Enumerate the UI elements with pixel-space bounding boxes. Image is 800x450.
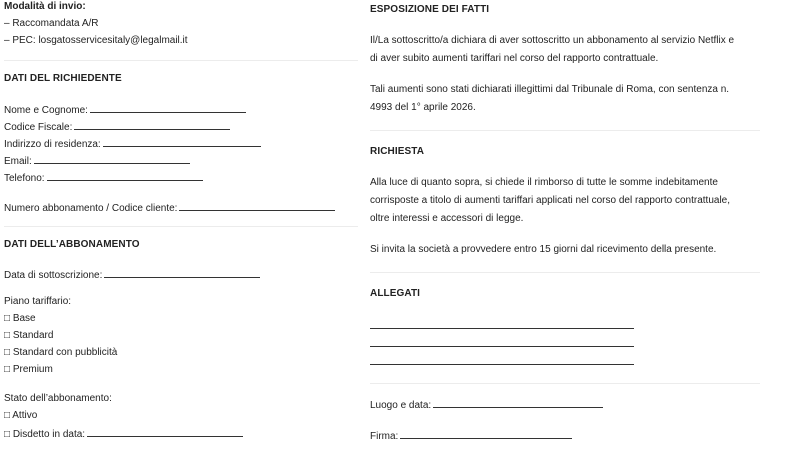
text-line: Si invita la società a provvedere entro 15 giorni dal ricevimento della presente. bbox=[370, 244, 717, 255]
divider bbox=[4, 226, 358, 227]
place-date-field[interactable] bbox=[370, 398, 603, 412]
attachment-line[interactable] bbox=[370, 346, 634, 347]
account-blank[interactable] bbox=[179, 201, 335, 211]
divider bbox=[370, 383, 760, 384]
request-paragraph-1 bbox=[370, 174, 762, 228]
email-label: Email: bbox=[4, 156, 32, 167]
delivery-heading: Modalità di invio: bbox=[4, 1, 86, 12]
plan-option-standard-ads[interactable]: □ Standard con pubblicità bbox=[4, 347, 118, 358]
cancel-date-blank[interactable] bbox=[87, 427, 243, 437]
place-date-blank[interactable] bbox=[433, 398, 603, 408]
text-line: di aver subito aumenti tariffari nel corso del rapporto contrattuale. bbox=[370, 53, 659, 64]
plan-option-standard[interactable]: □ Standard bbox=[4, 330, 54, 341]
status-label: Stato dell’abbonamento: bbox=[4, 393, 112, 404]
text-line: Il/La sottoscritto/a dichiara di aver sottoscritto un abbonamento al servizio Netflix e bbox=[370, 35, 735, 46]
subscription-heading: DATI DELL’ABBONAMENTO bbox=[4, 239, 140, 250]
phone-blank[interactable] bbox=[47, 171, 203, 181]
text-line: Tali aumenti sono stati dichiarati illegittimi dal Tribunale di Roma, con sentenza n. bbox=[370, 84, 730, 95]
plan-option-base[interactable]: □ Base bbox=[4, 313, 36, 324]
subscription-date-blank[interactable] bbox=[104, 268, 260, 278]
name-label: Nome e Cognome: bbox=[4, 105, 88, 116]
place-date-label: Luogo e data: bbox=[370, 400, 432, 411]
account-field[interactable] bbox=[4, 201, 335, 215]
facts-paragraph-1 bbox=[370, 32, 762, 68]
status-option-active[interactable]: □ Attivo bbox=[4, 410, 38, 421]
delivery-item: – Raccomandata A/R bbox=[4, 18, 99, 29]
address-blank[interactable] bbox=[103, 137, 261, 147]
divider bbox=[4, 60, 358, 61]
subscription-date-field[interactable] bbox=[4, 268, 260, 282]
subscription-date-label: Data di sottoscrizione: bbox=[4, 270, 103, 281]
address-field[interactable] bbox=[4, 137, 261, 151]
attachments-heading: ALLEGATI bbox=[370, 288, 421, 299]
facts-heading: ESPOSIZIONE DEI FATTI bbox=[370, 4, 490, 15]
phone-label: Telefono: bbox=[4, 173, 45, 184]
email-field[interactable] bbox=[4, 154, 190, 168]
text-line: 4993 del 1° aprile 2026. bbox=[370, 102, 476, 113]
requester-heading: DATI DEL RICHIEDENTE bbox=[4, 73, 122, 84]
divider bbox=[370, 272, 760, 273]
status-cancelled-label: □ Disdetto in data: bbox=[4, 429, 86, 440]
text-line: oltre interessi e accessori di legge. bbox=[370, 213, 524, 224]
request-heading: RICHIESTA bbox=[370, 146, 425, 157]
email-blank[interactable] bbox=[34, 154, 190, 164]
name-blank[interactable] bbox=[90, 103, 246, 113]
tax-code-label: Codice Fiscale: bbox=[4, 122, 73, 133]
signature-label: Firma: bbox=[370, 431, 399, 442]
plan-label: Piano tariffario: bbox=[4, 296, 72, 307]
delivery-item: – PEC: losgatosservicesitaly@legalmail.it bbox=[4, 35, 188, 46]
text-line: Alla luce di quanto sopra, si chiede il rimborso di tutte le somme indebitamente bbox=[370, 177, 718, 188]
account-label: Numero abbonamento / Codice cliente: bbox=[4, 203, 178, 214]
status-option-cancelled[interactable] bbox=[4, 427, 243, 441]
phone-field[interactable] bbox=[4, 171, 203, 185]
address-label: Indirizzo di residenza: bbox=[4, 139, 101, 150]
name-field[interactable] bbox=[4, 103, 246, 117]
tax-code-field[interactable] bbox=[4, 120, 230, 134]
attachment-line[interactable] bbox=[370, 364, 634, 365]
request-paragraph-2 bbox=[370, 241, 762, 259]
facts-paragraph-2 bbox=[370, 81, 762, 117]
signature-field[interactable] bbox=[370, 429, 572, 443]
signature-blank[interactable] bbox=[400, 429, 572, 439]
divider bbox=[370, 130, 760, 131]
text-line: corrisposte a titolo di aumenti tariffari applicati nel corso del rapporto contrattuale, bbox=[370, 195, 731, 206]
plan-option-premium[interactable]: □ Premium bbox=[4, 364, 53, 375]
tax-code-blank[interactable] bbox=[74, 120, 230, 130]
attachment-line[interactable] bbox=[370, 328, 634, 329]
